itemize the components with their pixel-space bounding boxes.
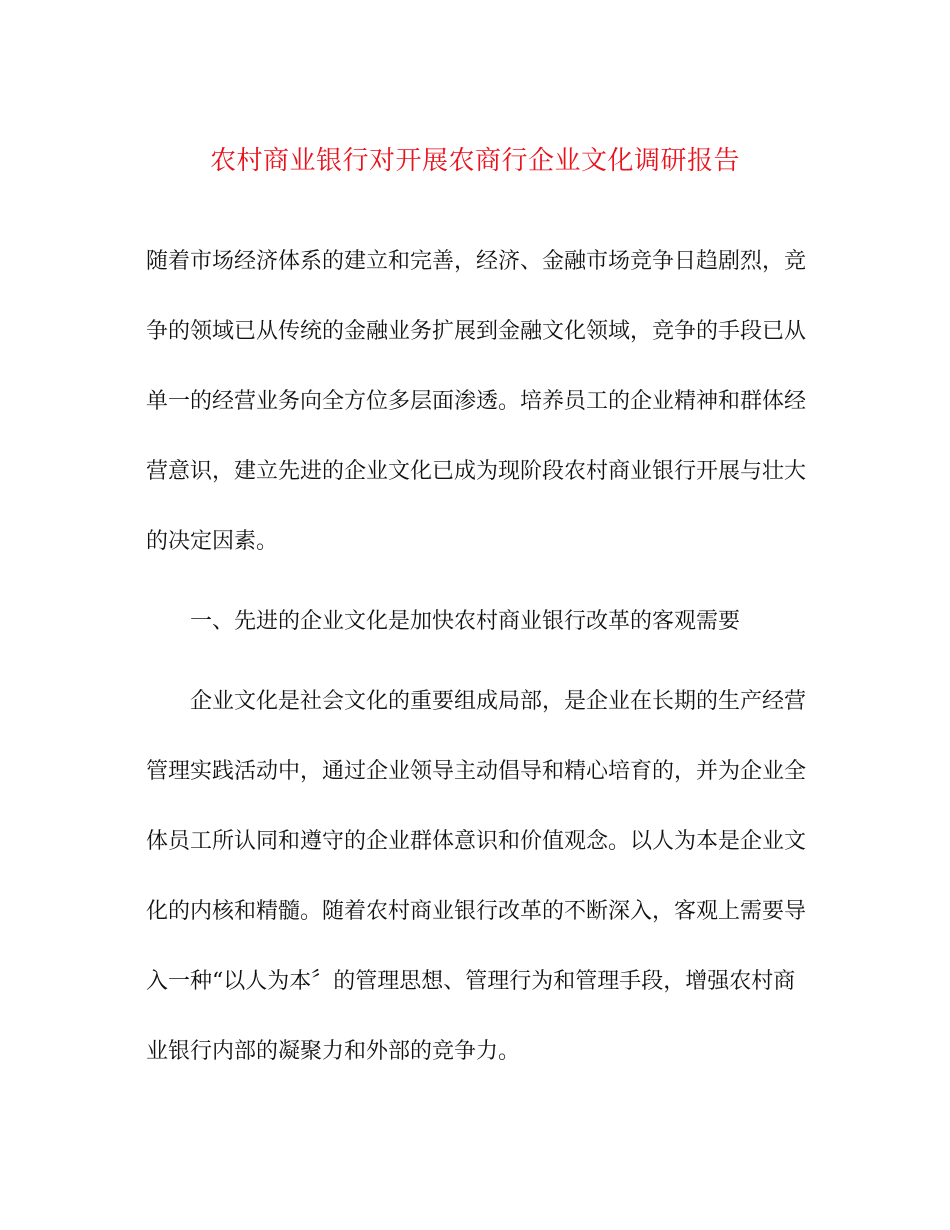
section-heading-1: 一、先进的企业文化是加快农村商业银行改革的客观需要 <box>190 609 741 634</box>
body-line-10: 入一种“以人为本〞的管理思想、管理行为和管理手段，增强农村商 <box>146 969 796 994</box>
document-title: 农村商业银行对开展农商行企业文化调研报告 <box>209 146 740 176</box>
body-line-9: 化的内核和精髓。随着农村商业银行改革的不断深入，客观上需要导 <box>146 899 807 924</box>
body-line-4: 营意识，建立先进的企业文化已成为现阶段农村商业银行开展与壮大 <box>146 459 807 484</box>
body-line-7: 管理实践活动中，通过企业领导主动倡导和精心培育的，并为企业全 <box>146 759 807 784</box>
body-line-1: 随着市场经济体系的建立和完善，经济、金融市场竞争日趋剧烈，竞 <box>146 249 807 274</box>
body-line-3: 单一的经营业务向全方位多层面渗透。培养员工的企业精神和群体经 <box>146 389 807 414</box>
body-line-8: 体员工所认同和遵守的企业群体意识和价值观念。以人为本是企业文 <box>146 829 807 854</box>
body-line-6: 企业文化是社会文化的重要组成局部，是企业在长期的生产经营 <box>190 689 807 714</box>
body-line-11: 业银行内部的凝聚力和外部的竞争力。 <box>146 1039 521 1064</box>
body-line-2: 争的领域已从传统的金融业务扩展到金融文化领域，竞争的手段已从 <box>146 319 807 344</box>
body-line-5: 的决定因素。 <box>146 529 279 554</box>
